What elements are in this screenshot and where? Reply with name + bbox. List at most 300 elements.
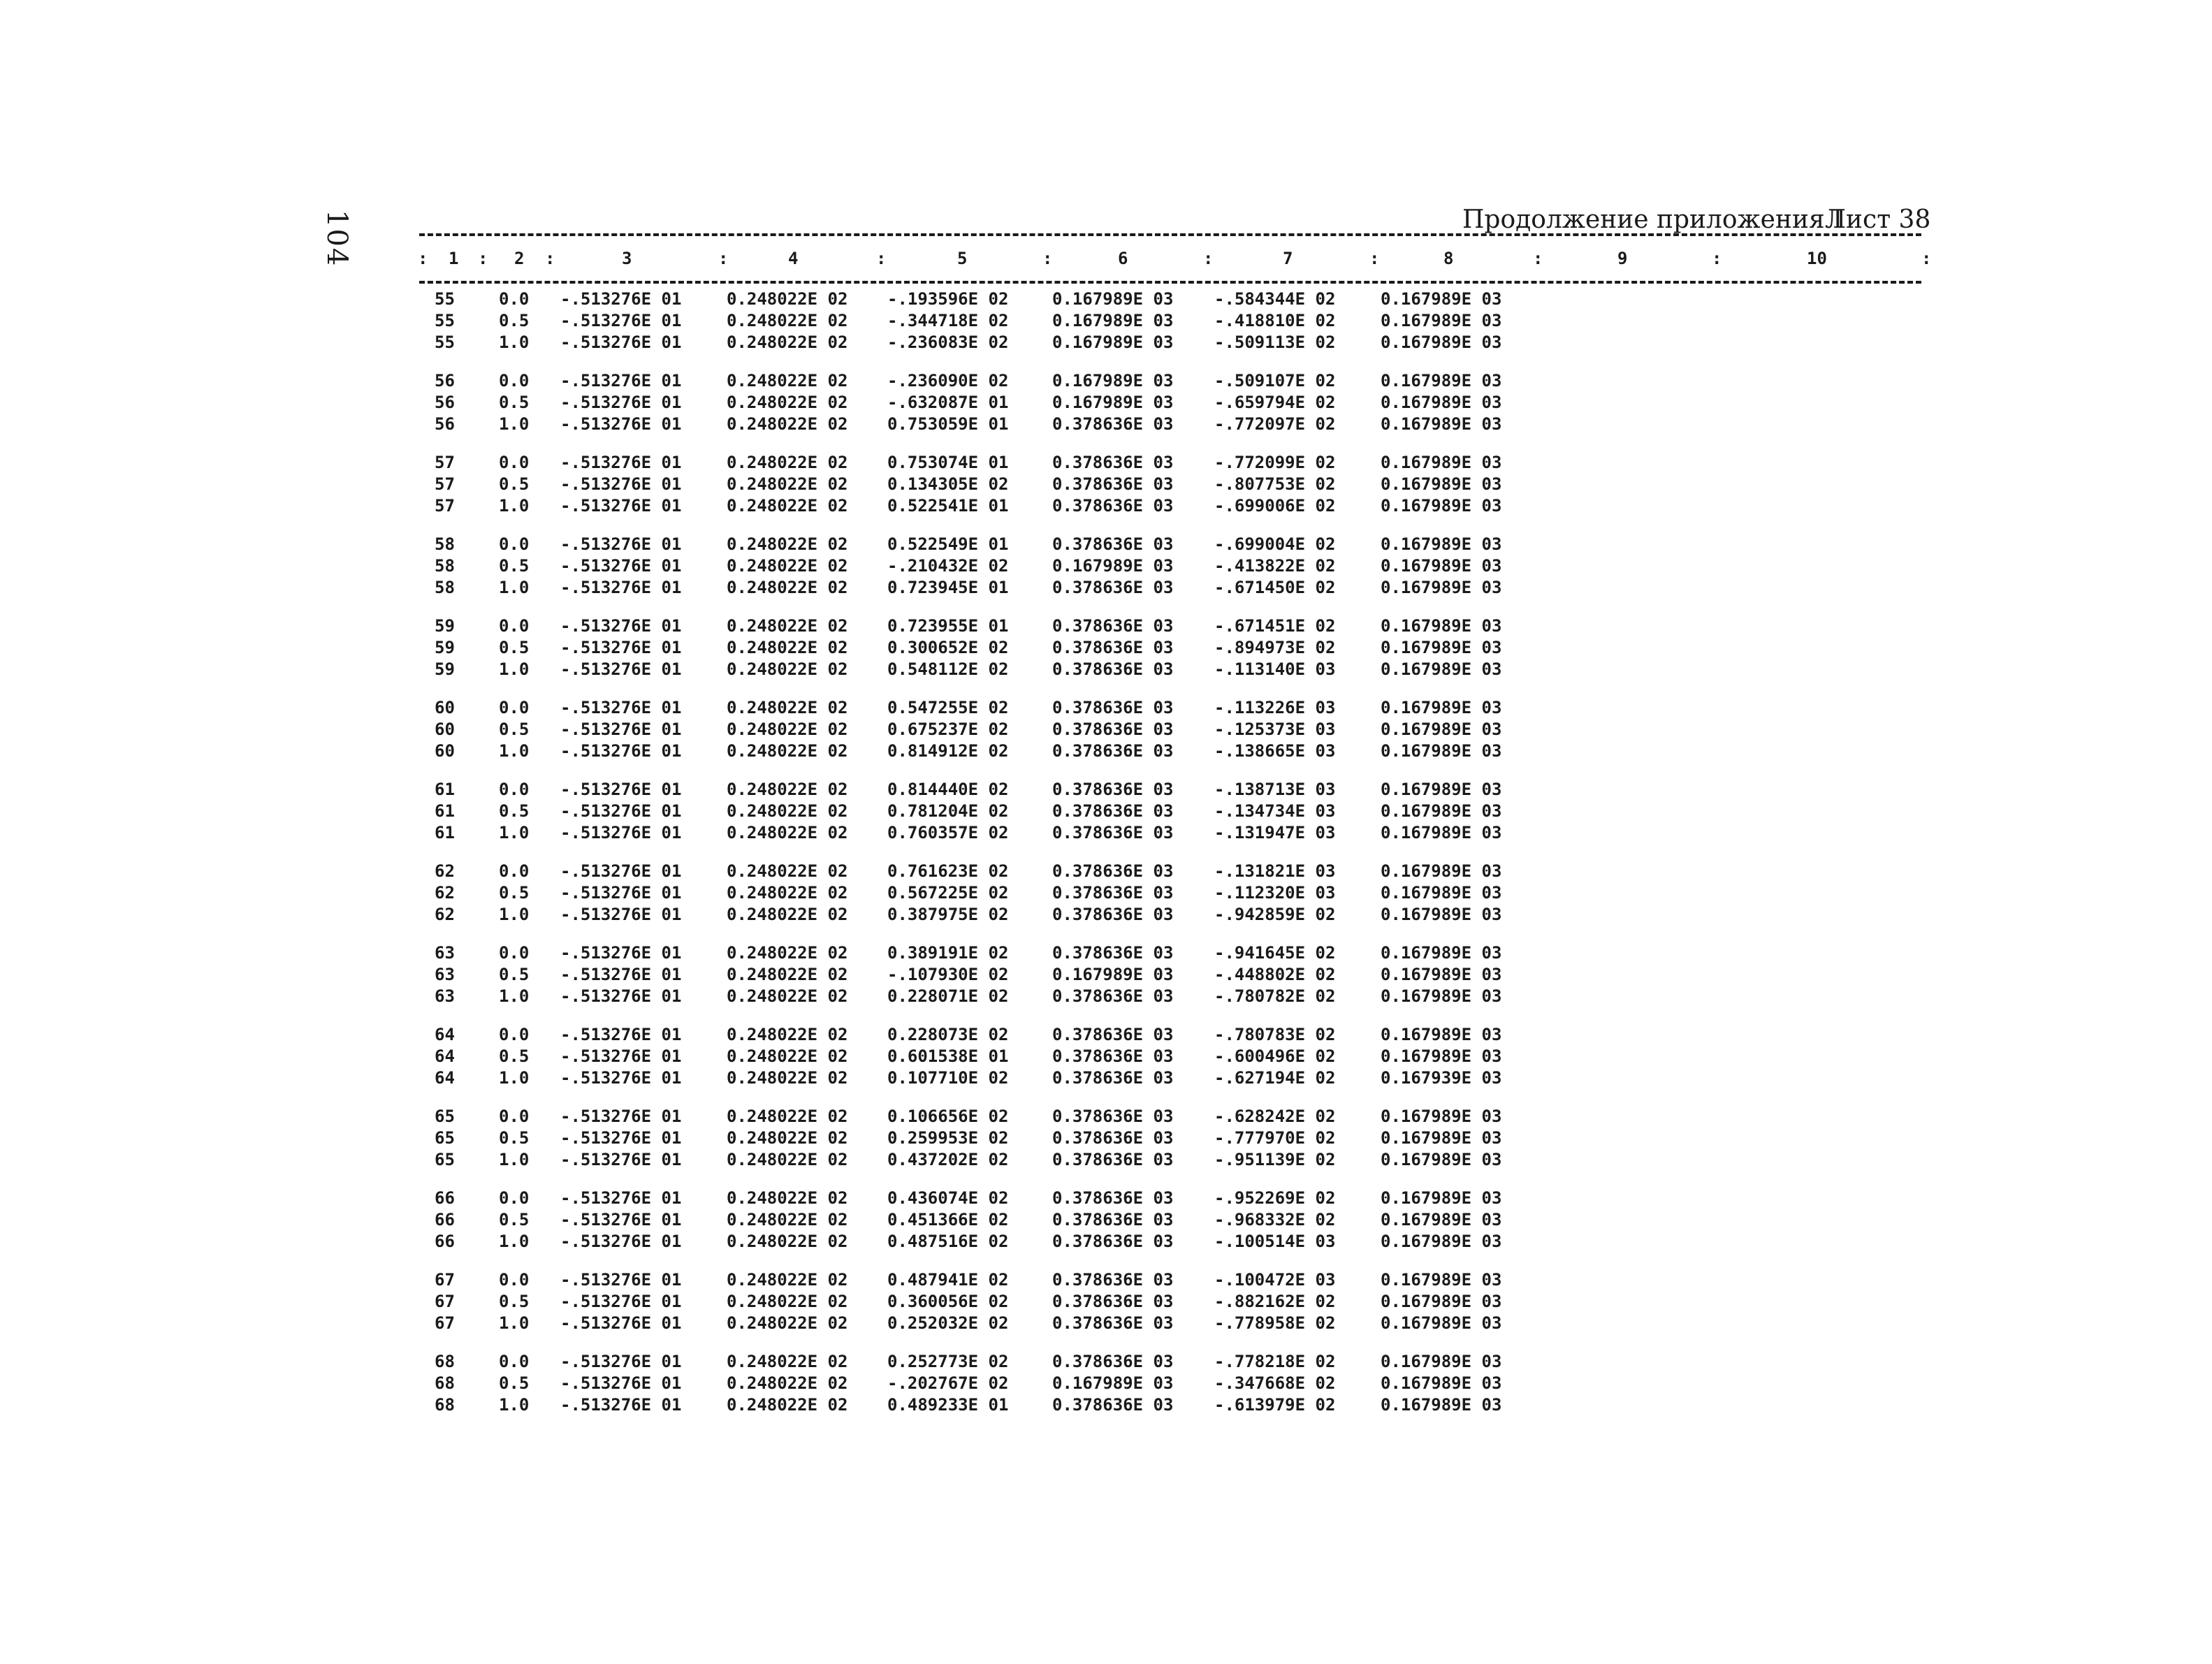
cell-col7: -.509107E 02 — [1214, 371, 1336, 391]
cell-col8: 0.167989E 03 — [1381, 720, 1502, 739]
table-row — [0, 1270, 2212, 1291]
cell-col4: 0.248022E 02 — [727, 905, 848, 924]
cell-col3: -.513276E 01 — [560, 861, 682, 881]
cell-col7: -.659794E 02 — [1214, 393, 1336, 412]
cell-col5: 0.487516E 02 — [887, 1232, 1009, 1251]
cell-col7: -.100514E 03 — [1214, 1232, 1336, 1251]
cell-index: 62 — [435, 861, 455, 881]
column-separator: : — [718, 249, 729, 268]
cell-col7: -.778218E 02 — [1214, 1352, 1336, 1371]
cell-col4: 0.248022E 02 — [727, 453, 848, 472]
cell-col6: 0.378636E 03 — [1052, 1395, 1174, 1415]
cell-col4: 0.248022E 02 — [727, 371, 848, 391]
cell-col4: 0.248022E 02 — [727, 1128, 848, 1148]
cell-col3: -.513276E 01 — [560, 333, 682, 352]
table-row — [0, 1188, 2212, 1209]
cell-col7: -.780782E 02 — [1214, 986, 1336, 1006]
cell-col5: 0.567225E 02 — [887, 883, 1009, 903]
cell-col5: 0.436074E 02 — [887, 1188, 1009, 1208]
cell-parameter: 1.0 — [499, 823, 530, 842]
cell-col3: -.513276E 01 — [560, 943, 682, 963]
cell-parameter: 0.0 — [499, 616, 530, 636]
cell-col5: 0.753074E 01 — [887, 453, 1009, 472]
cell-col5: -.193596E 02 — [887, 289, 1009, 309]
cell-col6: 0.378636E 03 — [1052, 1025, 1174, 1044]
cell-col7: -.138713E 03 — [1214, 780, 1336, 799]
cell-col5: 0.547255E 02 — [887, 698, 1009, 717]
cell-col8: 0.167989E 03 — [1381, 741, 1502, 761]
table-row — [0, 698, 2212, 719]
column-separator: : — [1203, 249, 1214, 268]
cell-index: 65 — [435, 1150, 455, 1169]
cell-col5: 0.760357E 02 — [887, 823, 1009, 842]
cell-col5: 0.300652E 02 — [887, 638, 1009, 657]
table-row — [0, 1373, 2212, 1394]
cell-col6: 0.378636E 03 — [1052, 1313, 1174, 1333]
cell-col8: 0.167989E 03 — [1381, 1188, 1502, 1208]
cell-index: 56 — [435, 371, 455, 391]
cell-col3: -.513276E 01 — [560, 414, 682, 434]
cell-index: 61 — [435, 823, 455, 842]
column-separator: : — [1533, 249, 1543, 268]
cell-col6: 0.378636E 03 — [1052, 1292, 1174, 1311]
cell-parameter: 0.0 — [499, 1107, 530, 1126]
cell-col3: -.513276E 01 — [560, 986, 682, 1006]
cell-col7: -.131821E 03 — [1214, 861, 1336, 881]
cell-col8: 0.167989E 03 — [1381, 780, 1502, 799]
column-separator: : — [1712, 249, 1722, 268]
cell-col6: 0.378636E 03 — [1052, 534, 1174, 554]
cell-col6: 0.378636E 03 — [1052, 616, 1174, 636]
cell-parameter: 0.5 — [499, 393, 530, 412]
cell-col5: 0.675237E 02 — [887, 720, 1009, 739]
cell-col7: -.807753E 02 — [1214, 474, 1336, 494]
column-header-2: 2 — [514, 249, 525, 268]
table-row — [0, 1025, 2212, 1046]
cell-col3: -.513276E 01 — [560, 371, 682, 391]
column-separator: : — [876, 249, 887, 268]
cell-col7: -.772099E 02 — [1214, 453, 1336, 472]
table-row — [0, 414, 2212, 435]
column-header-5: 5 — [957, 249, 968, 268]
cell-col8: 0.167989E 03 — [1381, 1313, 1502, 1333]
cell-col4: 0.248022E 02 — [727, 311, 848, 330]
cell-col6: 0.167989E 03 — [1052, 556, 1174, 576]
cell-col4: 0.248022E 02 — [727, 801, 848, 821]
cell-index: 60 — [435, 741, 455, 761]
cell-col4: 0.248022E 02 — [727, 1046, 848, 1066]
cell-col5: 0.781204E 02 — [887, 801, 1009, 821]
column-header-8: 8 — [1443, 249, 1454, 268]
cell-parameter: 1.0 — [499, 986, 530, 1006]
cell-col8: 0.167989E 03 — [1381, 698, 1502, 717]
cell-col8: 0.167989E 03 — [1381, 986, 1502, 1006]
cell-col6: 0.378636E 03 — [1052, 1352, 1174, 1371]
table-row — [0, 496, 2212, 517]
table-row — [0, 1210, 2212, 1231]
cell-col6: 0.378636E 03 — [1052, 943, 1174, 963]
cell-col8: 0.167989E 03 — [1381, 333, 1502, 352]
cell-col8: 0.167989E 03 — [1381, 1232, 1502, 1251]
cell-col4: 0.248022E 02 — [727, 659, 848, 679]
table-row — [0, 720, 2212, 740]
cell-col6: 0.378636E 03 — [1052, 986, 1174, 1006]
cell-col7: -.882162E 02 — [1214, 1292, 1336, 1311]
table-row — [0, 578, 2212, 599]
cell-col8: 0.167989E 03 — [1381, 1373, 1502, 1393]
cell-parameter: 0.5 — [499, 311, 530, 330]
cell-col7: -.448802E 02 — [1214, 965, 1336, 984]
cell-col6: 0.378636E 03 — [1052, 453, 1174, 472]
cell-parameter: 0.0 — [499, 534, 530, 554]
cell-col4: 0.248022E 02 — [727, 1270, 848, 1290]
cell-parameter: 1.0 — [499, 741, 530, 761]
cell-col6: 0.167989E 03 — [1052, 965, 1174, 984]
cell-parameter: 0.5 — [499, 965, 530, 984]
cell-col8: 0.167989E 03 — [1381, 393, 1502, 412]
cell-col7: -.113140E 03 — [1214, 659, 1336, 679]
cell-col7: -.413822E 02 — [1214, 556, 1336, 576]
cell-col3: -.513276E 01 — [560, 905, 682, 924]
cell-col7: -.138665E 03 — [1214, 741, 1336, 761]
cell-col7: -.418810E 02 — [1214, 311, 1336, 330]
column-separator: : — [545, 249, 555, 268]
cell-col6: 0.378636E 03 — [1052, 905, 1174, 924]
cell-col6: 0.167989E 03 — [1052, 311, 1174, 330]
cell-parameter: 0.5 — [499, 883, 530, 903]
cell-index: 63 — [435, 986, 455, 1006]
cell-col6: 0.378636E 03 — [1052, 1188, 1174, 1208]
cell-col3: -.513276E 01 — [560, 1232, 682, 1251]
table-row — [0, 638, 2212, 659]
cell-index: 62 — [435, 905, 455, 924]
cell-col7: -.778958E 02 — [1214, 1313, 1336, 1333]
cell-col7: -.628242E 02 — [1214, 1107, 1336, 1126]
cell-col5: 0.107710E 02 — [887, 1068, 1009, 1088]
table-row — [0, 986, 2212, 1007]
cell-col6: 0.378636E 03 — [1052, 780, 1174, 799]
cell-index: 61 — [435, 801, 455, 821]
cell-col5: 0.814440E 02 — [887, 780, 1009, 799]
cell-col8: 0.167989E 03 — [1381, 943, 1502, 963]
table-row — [0, 741, 2212, 762]
cell-col4: 0.248022E 02 — [727, 1025, 848, 1044]
cell-col7: -.951139E 02 — [1214, 1150, 1336, 1169]
cell-col7: -.671450E 02 — [1214, 578, 1336, 597]
cell-index: 66 — [435, 1232, 455, 1251]
cell-parameter: 0.5 — [499, 638, 530, 657]
cell-col4: 0.248022E 02 — [727, 823, 848, 842]
cell-col3: -.513276E 01 — [560, 1107, 682, 1126]
cell-col6: 0.378636E 03 — [1052, 638, 1174, 657]
cell-parameter: 1.0 — [499, 578, 530, 597]
cell-index: 57 — [435, 453, 455, 472]
table-row — [0, 333, 2212, 353]
cell-col3: -.513276E 01 — [560, 311, 682, 330]
cell-col3: -.513276E 01 — [560, 1292, 682, 1311]
cell-parameter: 0.5 — [499, 720, 530, 739]
cell-index: 55 — [435, 333, 455, 352]
cell-col7: -.112320E 03 — [1214, 883, 1336, 903]
cell-col5: -.107930E 02 — [887, 965, 1009, 984]
cell-parameter: 0.5 — [499, 1128, 530, 1148]
column-header-7: 7 — [1283, 249, 1293, 268]
table-row — [0, 943, 2212, 964]
cell-col7: -.894973E 02 — [1214, 638, 1336, 657]
cell-col4: 0.248022E 02 — [727, 861, 848, 881]
cell-col3: -.513276E 01 — [560, 638, 682, 657]
continuation-title: Продолжение приложения I — [1462, 205, 1843, 234]
cell-parameter: 0.5 — [499, 801, 530, 821]
cell-index: 57 — [435, 496, 455, 516]
cell-parameter: 1.0 — [499, 414, 530, 434]
cell-col7: -.600496E 02 — [1214, 1046, 1336, 1066]
cell-col3: -.513276E 01 — [560, 741, 682, 761]
cell-parameter: 1.0 — [499, 333, 530, 352]
cell-col3: -.513276E 01 — [560, 393, 682, 412]
cell-col5: -.236090E 02 — [887, 371, 1009, 391]
cell-col4: 0.248022E 02 — [727, 883, 848, 903]
cell-index: 56 — [435, 414, 455, 434]
cell-col7: -.699006E 02 — [1214, 496, 1336, 516]
cell-col8: 0.167989E 03 — [1381, 1025, 1502, 1044]
cell-col5: 0.228071E 02 — [887, 986, 1009, 1006]
cell-col8: 0.167989E 03 — [1381, 289, 1502, 309]
cell-col8: 0.167989E 03 — [1381, 659, 1502, 679]
cell-col6: 0.378636E 03 — [1052, 1107, 1174, 1126]
cell-index: 61 — [435, 780, 455, 799]
cell-index: 64 — [435, 1068, 455, 1088]
cell-col6: 0.167989E 03 — [1052, 289, 1174, 309]
table-row — [0, 1128, 2212, 1149]
cell-col8: 0.167989E 03 — [1381, 371, 1502, 391]
cell-col6: 0.378636E 03 — [1052, 861, 1174, 881]
cell-col5: 0.252032E 02 — [887, 1313, 1009, 1333]
column-separator: : — [1369, 249, 1380, 268]
cell-col8: 0.167989E 03 — [1381, 578, 1502, 597]
cell-index: 59 — [435, 659, 455, 679]
table-row — [0, 780, 2212, 801]
column-separator: : — [478, 249, 488, 268]
cell-index: 66 — [435, 1210, 455, 1229]
cell-col6: 0.378636E 03 — [1052, 883, 1174, 903]
cell-col7: -.347668E 02 — [1214, 1373, 1336, 1393]
cell-col3: -.513276E 01 — [560, 659, 682, 679]
cell-col8: 0.167989E 03 — [1381, 1150, 1502, 1169]
cell-col5: 0.389191E 02 — [887, 943, 1009, 963]
cell-index: 64 — [435, 1046, 455, 1066]
cell-parameter: 0.5 — [499, 1210, 530, 1229]
table-row — [0, 474, 2212, 495]
cell-col8: 0.167989E 03 — [1381, 1270, 1502, 1290]
cell-col4: 0.248022E 02 — [727, 474, 848, 494]
cell-parameter: 1.0 — [499, 659, 530, 679]
cell-index: 55 — [435, 289, 455, 309]
table-row — [0, 659, 2212, 680]
table-row — [0, 556, 2212, 577]
cell-parameter: 0.0 — [499, 1270, 530, 1290]
cell-col7: -.131947E 03 — [1214, 823, 1336, 842]
cell-col5: 0.522541E 01 — [887, 496, 1009, 516]
cell-col8: 0.167989E 03 — [1381, 453, 1502, 472]
cell-col4: 0.248022E 02 — [727, 616, 848, 636]
cell-col4: 0.248022E 02 — [727, 1210, 848, 1229]
cell-col8: 0.167989E 03 — [1381, 1128, 1502, 1148]
cell-col7: -.780783E 02 — [1214, 1025, 1336, 1044]
cell-col8: 0.167989E 03 — [1381, 311, 1502, 330]
cell-col7: -.941645E 02 — [1214, 943, 1336, 963]
cell-col8: 0.167989E 03 — [1381, 861, 1502, 881]
cell-col4: 0.248022E 02 — [727, 1068, 848, 1088]
cell-col8: 0.167989E 03 — [1381, 883, 1502, 903]
table-row — [0, 1395, 2212, 1416]
cell-col4: 0.248022E 02 — [727, 1188, 848, 1208]
cell-col7: -.100472E 03 — [1214, 1270, 1336, 1290]
cell-parameter: 0.0 — [499, 1188, 530, 1208]
cell-col5: -.344718E 02 — [887, 311, 1009, 330]
cell-col3: -.513276E 01 — [560, 616, 682, 636]
cell-col5: 0.814912E 02 — [887, 741, 1009, 761]
cell-col6: 0.378636E 03 — [1052, 474, 1174, 494]
cell-col5: -.210432E 02 — [887, 556, 1009, 576]
table-row — [0, 311, 2212, 332]
cell-col5: 0.259953E 02 — [887, 1128, 1009, 1148]
cell-col5: -.202767E 02 — [887, 1373, 1009, 1393]
cell-col5: 0.437202E 02 — [887, 1150, 1009, 1169]
cell-col7: -.584344E 02 — [1214, 289, 1336, 309]
cell-col5: 0.489233E 01 — [887, 1395, 1009, 1415]
cell-col3: -.513276E 01 — [560, 1025, 682, 1044]
cell-col4: 0.248022E 02 — [727, 1373, 848, 1393]
cell-col6: 0.378636E 03 — [1052, 1046, 1174, 1066]
cell-col3: -.513276E 01 — [560, 1068, 682, 1088]
cell-col6: 0.378636E 03 — [1052, 1210, 1174, 1229]
cell-col8: 0.167989E 03 — [1381, 1107, 1502, 1126]
cell-parameter: 1.0 — [499, 1313, 530, 1333]
cell-col3: -.513276E 01 — [560, 1188, 682, 1208]
cell-col7: -.671451E 02 — [1214, 616, 1336, 636]
cell-parameter: 0.5 — [499, 474, 530, 494]
cell-col7: -.699004E 02 — [1214, 534, 1336, 554]
table-row — [0, 534, 2212, 555]
cell-col6: 0.378636E 03 — [1052, 1068, 1174, 1088]
table-row — [0, 1313, 2212, 1334]
cell-parameter: 0.5 — [499, 1373, 530, 1393]
cell-col8: 0.167939E 03 — [1381, 1068, 1502, 1088]
cell-col4: 0.248022E 02 — [727, 720, 848, 739]
cell-index: 68 — [435, 1395, 455, 1415]
cell-index: 65 — [435, 1107, 455, 1126]
cell-parameter: 1.0 — [499, 1232, 530, 1251]
cell-col6: 0.378636E 03 — [1052, 1150, 1174, 1169]
cell-col4: 0.248022E 02 — [727, 1150, 848, 1169]
cell-col5: 0.548112E 02 — [887, 659, 1009, 679]
cell-index: 68 — [435, 1352, 455, 1371]
cell-col5: 0.451366E 02 — [887, 1210, 1009, 1229]
cell-col3: -.513276E 01 — [560, 1150, 682, 1169]
cell-col4: 0.248022E 02 — [727, 986, 848, 1006]
cell-index: 66 — [435, 1188, 455, 1208]
cell-col4: 0.248022E 02 — [727, 1107, 848, 1126]
cell-col6: 0.378636E 03 — [1052, 823, 1174, 842]
cell-col8: 0.167989E 03 — [1381, 638, 1502, 657]
cell-parameter: 1.0 — [499, 1150, 530, 1169]
cell-col6: 0.378636E 03 — [1052, 1270, 1174, 1290]
cell-col8: 0.167989E 03 — [1381, 801, 1502, 821]
cell-col8: 0.167989E 03 — [1381, 965, 1502, 984]
table-row — [0, 1046, 2212, 1067]
cell-col7: -.777970E 02 — [1214, 1128, 1336, 1148]
cell-parameter: 0.0 — [499, 780, 530, 799]
cell-col5: 0.106656E 02 — [887, 1107, 1009, 1126]
cell-parameter: 0.5 — [499, 556, 530, 576]
cell-col5: 0.723955E 01 — [887, 616, 1009, 636]
cell-col4: 0.248022E 02 — [727, 414, 848, 434]
cell-col4: 0.248022E 02 — [727, 578, 848, 597]
cell-col3: -.513276E 01 — [560, 453, 682, 472]
table-row — [0, 905, 2212, 926]
cell-index: 67 — [435, 1313, 455, 1333]
cell-col8: 0.167989E 03 — [1381, 1395, 1502, 1415]
cell-index: 59 — [435, 638, 455, 657]
cell-col5: 0.761623E 02 — [887, 861, 1009, 881]
cell-col7: -.134734E 03 — [1214, 801, 1336, 821]
table-row — [0, 453, 2212, 474]
cell-col4: 0.248022E 02 — [727, 496, 848, 516]
table-row — [0, 1068, 2212, 1089]
cell-index: 60 — [435, 720, 455, 739]
cell-parameter: 0.0 — [499, 289, 530, 309]
cell-col5: 0.252773E 02 — [887, 1352, 1009, 1371]
cell-col5: 0.522549E 01 — [887, 534, 1009, 554]
cell-col3: -.513276E 01 — [560, 496, 682, 516]
table-row — [0, 371, 2212, 392]
cell-col8: 0.167989E 03 — [1381, 496, 1502, 516]
cell-col4: 0.248022E 02 — [727, 1395, 848, 1415]
table-row — [0, 1150, 2212, 1171]
cell-col6: 0.378636E 03 — [1052, 1128, 1174, 1148]
cell-col5: 0.601538E 01 — [887, 1046, 1009, 1066]
cell-col3: -.513276E 01 — [560, 780, 682, 799]
cell-col5: 0.753059E 01 — [887, 414, 1009, 434]
cell-col3: -.513276E 01 — [560, 883, 682, 903]
cell-col6: 0.378636E 03 — [1052, 741, 1174, 761]
column-header-1: 1 — [449, 249, 459, 268]
cell-col8: 0.167989E 03 — [1381, 905, 1502, 924]
table-row — [0, 1292, 2212, 1313]
table-row — [0, 289, 2212, 310]
cell-col4: 0.248022E 02 — [727, 1352, 848, 1371]
cell-parameter: 1.0 — [499, 1068, 530, 1088]
cell-index: 59 — [435, 616, 455, 636]
cell-col4: 0.248022E 02 — [727, 698, 848, 717]
cell-col3: -.513276E 01 — [560, 801, 682, 821]
sheet-number: Лист 38 — [1825, 205, 1931, 234]
cell-index: 65 — [435, 1128, 455, 1148]
table-row — [0, 965, 2212, 986]
cell-col7: -.942859E 02 — [1214, 905, 1336, 924]
cell-index: 55 — [435, 311, 455, 330]
cell-parameter: 0.0 — [499, 1352, 530, 1371]
cell-col4: 0.248022E 02 — [727, 1292, 848, 1311]
cell-col4: 0.248022E 02 — [727, 534, 848, 554]
cell-col6: 0.378636E 03 — [1052, 414, 1174, 434]
cell-col7: -.113226E 03 — [1214, 698, 1336, 717]
cell-col4: 0.248022E 02 — [727, 741, 848, 761]
page-number: 104 — [321, 210, 353, 268]
cell-col4: 0.248022E 02 — [727, 780, 848, 799]
cell-col3: -.513276E 01 — [560, 698, 682, 717]
